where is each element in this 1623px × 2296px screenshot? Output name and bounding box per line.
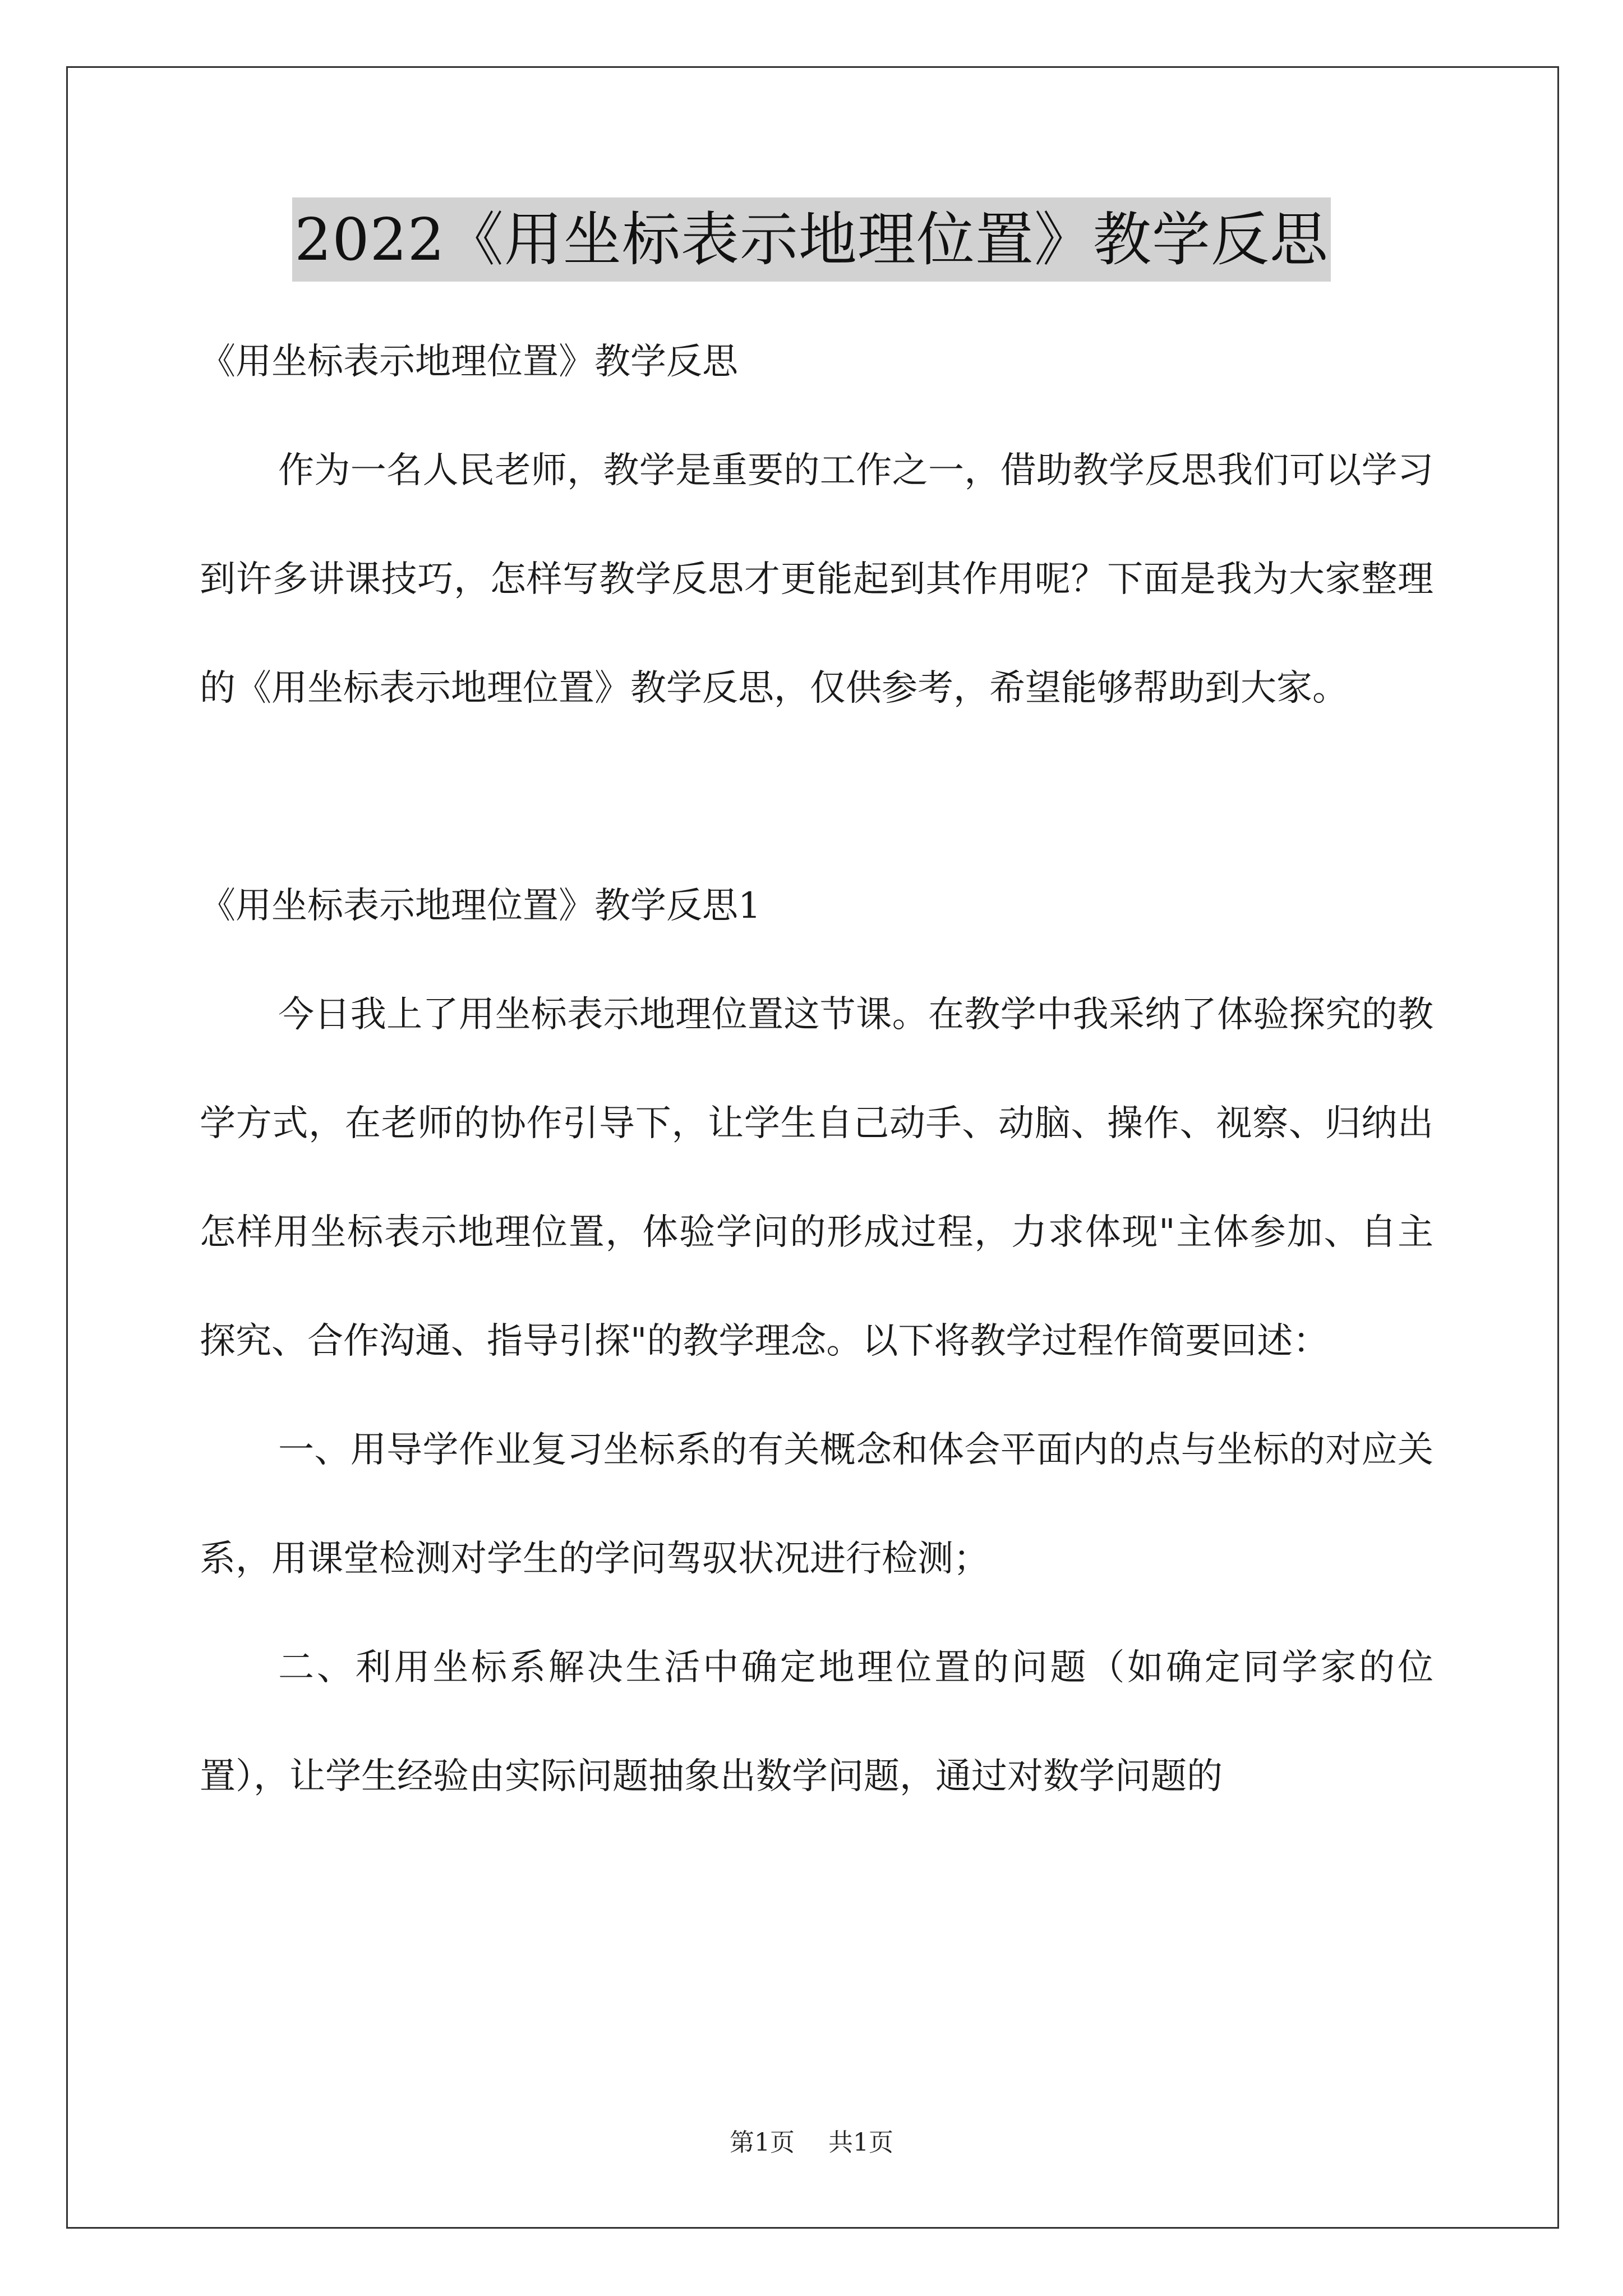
body-paragraph: 今日我上了用坐标表示地理位置这节课。在教学中我采纳了体验探究的教学方式，在老师的协作引导下，让学生自己动手、动脑、操作、视察、归纳出怎样用坐标表示地理位置，体验学问的形成过程，力求体现"主体参加、自主探究、合作沟通、指导引探"的教学理念。以下将教学过程作简要回述： bbox=[200, 994, 1433, 1362]
body-paragraph: 一、用导学作业复习坐标系的有关概念和体会平面内的点与坐标的对应关系，用课堂检测对学生的学问驾驭状况进行检测； bbox=[200, 1429, 1433, 1580]
document-subtitle: 《用坐标表示地理位置》教学反思 bbox=[200, 341, 738, 383]
section-spacer bbox=[200, 743, 1433, 852]
document-title: 2022《用坐标表示地理位置》教学反思 bbox=[292, 197, 1331, 282]
document-body bbox=[200, 307, 1433, 1831]
page-footer bbox=[0, 2126, 1623, 2160]
page-total: 共1页 bbox=[828, 2128, 893, 2157]
intro-paragraph: 作为一名人民老师，教学是重要的工作之一，借助教学反思我们可以学习到许多讲课技巧，怎样写教学反思才更能起到其作用呢？下面是我为大家整理的《用坐标表示地理位置》教学反思，仅供参考，希望能够帮助到大家。 bbox=[200, 450, 1433, 709]
body-paragraph: 二、利用坐标系解决生活中确定地理位置的问题（如确定同学家的位置），让学生经验由实际问题抽象出数学问题，通过对数学问题的 bbox=[200, 1647, 1433, 1797]
page-number: 第1页 bbox=[730, 2128, 795, 2157]
title-container bbox=[0, 197, 1623, 282]
section-heading: 《用坐标表示地理位置》教学反思1 bbox=[200, 885, 761, 927]
